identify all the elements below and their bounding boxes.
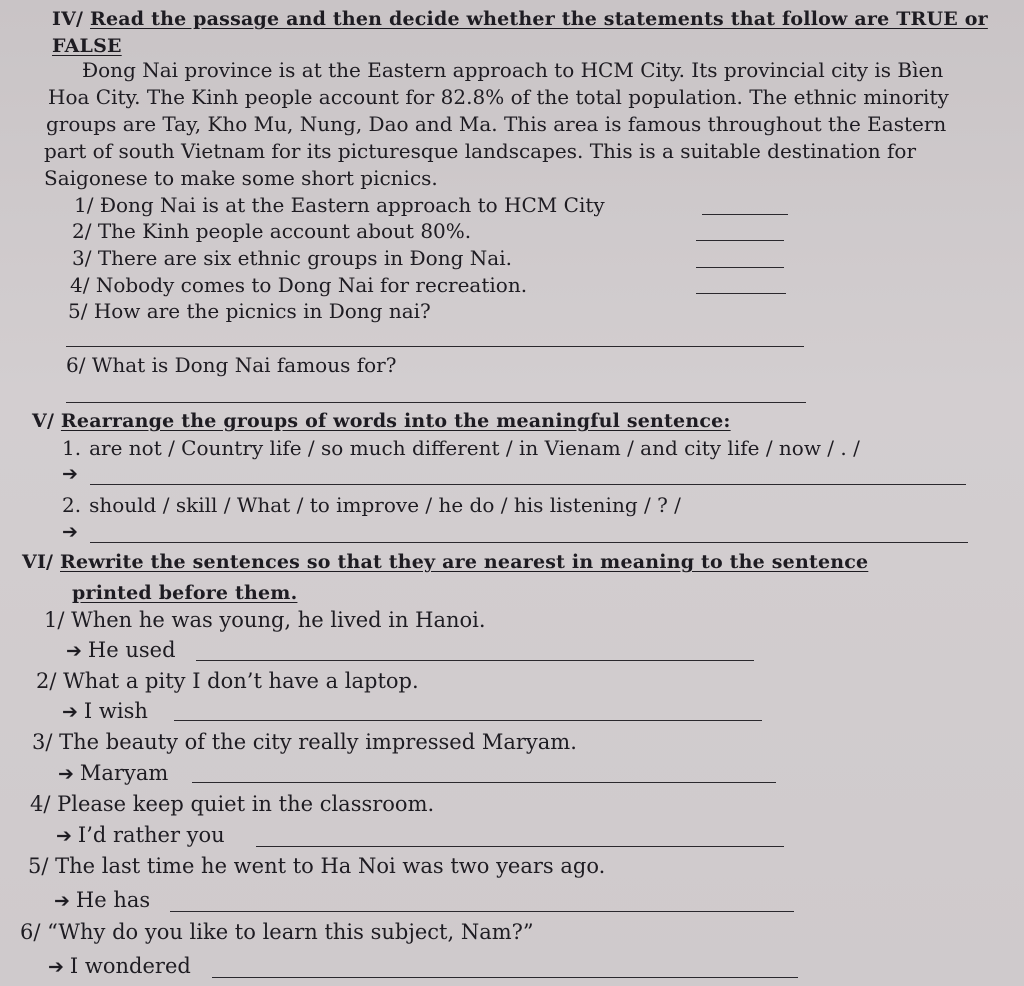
rearrange-item	[62, 435, 860, 461]
prompt-start: I wish	[83, 699, 148, 723]
answer-arrow-row	[62, 518, 84, 545]
answer-line[interactable]	[212, 977, 798, 978]
rewrite-prompt	[62, 698, 148, 725]
rewrite-prompt	[48, 953, 191, 980]
answer-blank[interactable]	[696, 240, 784, 241]
prompt-start: I’d rather you	[77, 823, 225, 847]
arrow-icon: ➔	[66, 640, 82, 662]
rewrite-sentence: 2/ What a pity I don’t have a laptop.	[36, 669, 419, 693]
rewrite-sentence: 3/ The beauty of the city really impressed Maryam.	[32, 730, 577, 754]
prompt-start: He used	[87, 638, 176, 662]
section-6-heading	[22, 549, 868, 575]
rewrite-sentence: 1/ When he was young, he lived in Hanoi.	[44, 608, 486, 632]
answer-line[interactable]	[192, 782, 776, 783]
true-false-statement: 4/ Nobody comes to Dong Nai for recreation.	[70, 273, 528, 297]
rewrite-sentence: 4/ Please keep quiet in the classroom.	[30, 792, 435, 816]
answer-line[interactable]	[170, 911, 794, 912]
section-6-title-line2: printed before them.	[72, 582, 298, 604]
prompt-start: Maryam	[79, 761, 169, 785]
rewrite-prompt	[54, 887, 150, 914]
prompt-start: He has	[75, 888, 151, 912]
arrow-icon: ➔	[62, 463, 78, 485]
arrow-icon: ➔	[54, 890, 70, 912]
section-6-heading-line2	[72, 580, 297, 606]
section-4-title-line2: FALSE	[52, 35, 122, 57]
passage-line: Hoa City. The Kinh people account for 82.8% of the total population. The ethnic minority	[48, 85, 949, 109]
rearrange-item	[62, 492, 681, 518]
section-6-number: VI/	[22, 551, 54, 573]
answer-blank[interactable]	[702, 214, 788, 215]
rewrite-prompt	[58, 760, 168, 787]
rewrite-sentence: 6/ “Why do you like to learn this subject, Nam?”	[20, 920, 534, 944]
section-4-number: IV/	[52, 8, 84, 30]
section-4-heading	[52, 6, 988, 32]
section-5-heading	[32, 408, 731, 434]
word-groups: should / skill / What / to improve / he do / his listening / ? /	[89, 493, 681, 517]
arrow-icon: ➔	[62, 701, 78, 723]
prompt-start: I wondered	[69, 954, 191, 978]
word-groups: are not / Country life / so much different / in Vienam / and city life / now / . /	[89, 436, 860, 460]
rewrite-prompt	[56, 822, 225, 849]
section-5-number: V/	[32, 410, 55, 432]
passage-line: Đong Nai province is at the Eastern approach to HCM City. Its provincial city is Bìen	[82, 58, 944, 82]
true-false-statement: 3/ There are six ethnic groups in Đong Nai.	[72, 246, 512, 270]
passage-line: groups are Tay, Kho Mu, Nung, Dao and Ma. This area is famous throughout the Eastern	[46, 112, 947, 136]
answer-line[interactable]	[90, 484, 966, 485]
item-number: 1.	[62, 436, 82, 460]
passage-line: Saigonese to make some short picnics.	[44, 166, 438, 190]
arrow-icon: ➔	[58, 763, 74, 785]
arrow-icon: ➔	[56, 825, 72, 847]
question: 6/ What is Dong Nai famous for?	[66, 353, 397, 377]
answer-blank[interactable]	[696, 293, 786, 294]
section-4-heading-line2	[52, 33, 122, 59]
answer-line[interactable]	[90, 542, 968, 543]
arrow-icon: ➔	[62, 521, 78, 543]
section-5-title: Rearrange the groups of words into the meaningful sentence:	[60, 410, 731, 432]
section-6-title-line1: Rewrite the sentences so that they are nearest in meaning to the sentence	[60, 551, 869, 573]
true-false-statement: 1/ Đong Nai is at the Eastern approach to HCM City	[74, 193, 605, 217]
answer-line[interactable]	[174, 720, 762, 721]
question: 5/ How are the picnics in Dong nai?	[68, 299, 431, 323]
item-number: 2.	[62, 493, 82, 517]
true-false-statement: 2/ The Kinh people account about 80%.	[72, 219, 472, 243]
arrow-icon: ➔	[48, 956, 64, 978]
section-4-title-line1: Read the passage and then decide whether the statements that follow are TRUE or	[90, 8, 988, 30]
passage-line: part of south Vietnam for its picturesque landscapes. This is a suitable destination for	[44, 139, 917, 163]
rewrite-sentence: 5/ The last time he went to Ha Noi was two years ago.	[28, 854, 606, 878]
answer-arrow-row	[62, 460, 84, 487]
answer-line[interactable]	[196, 660, 754, 661]
answer-blank[interactable]	[696, 267, 784, 268]
answer-line[interactable]	[66, 402, 806, 403]
rewrite-prompt	[66, 637, 176, 664]
answer-line[interactable]	[256, 846, 784, 847]
answer-line[interactable]	[66, 346, 804, 347]
